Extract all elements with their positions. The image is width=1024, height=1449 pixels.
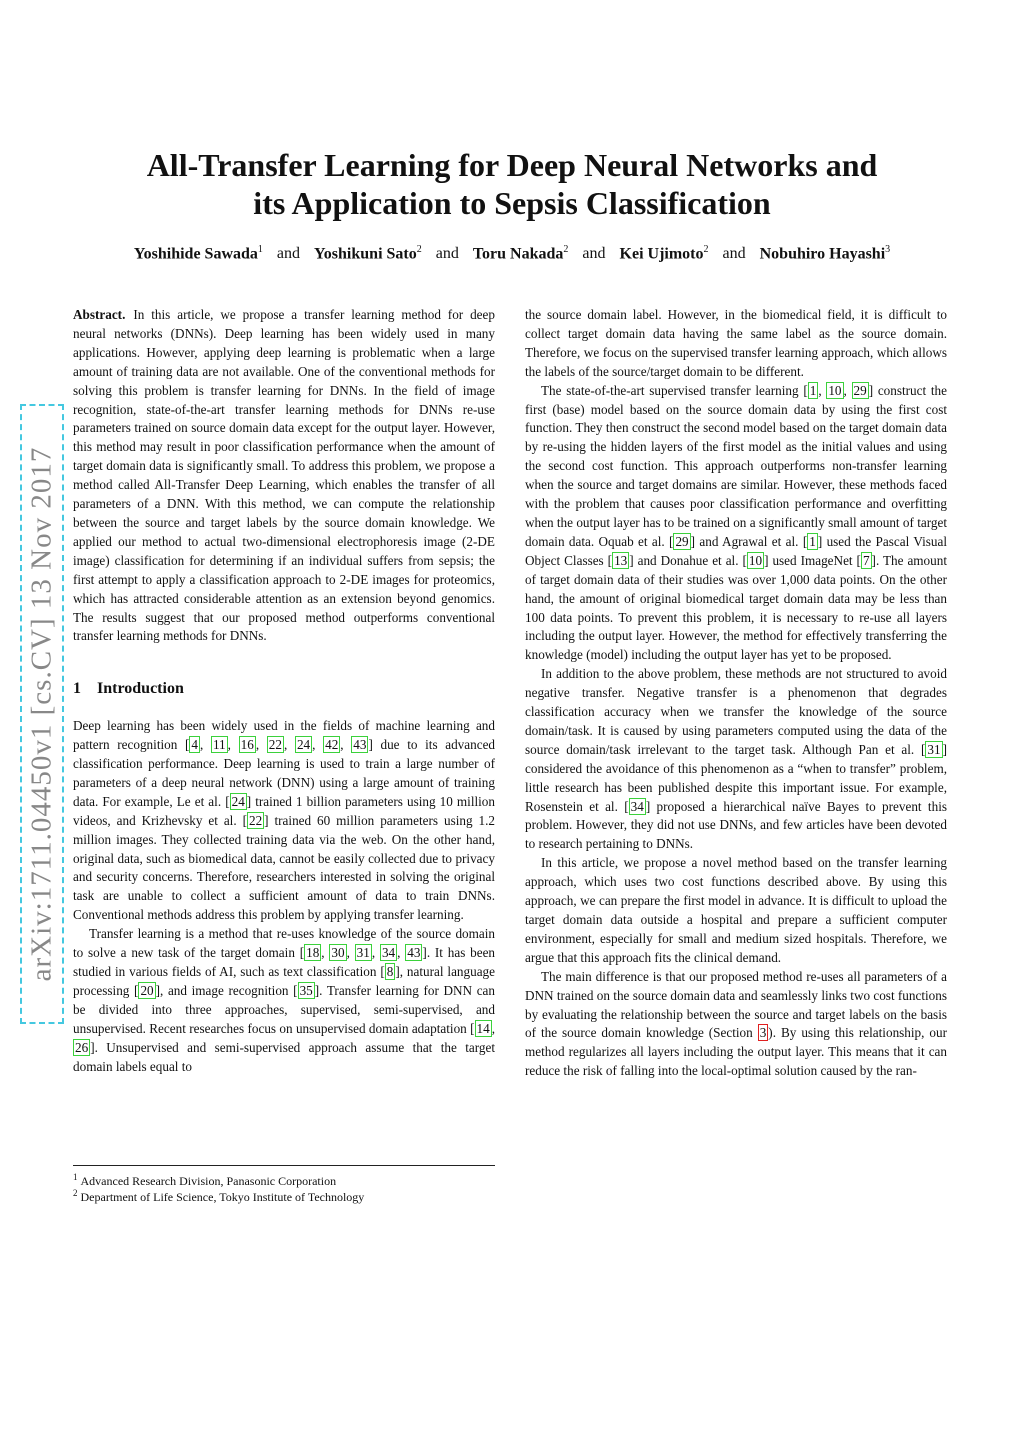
- citation-link[interactable]: 43: [407, 945, 421, 961]
- right-paragraph-5: The main difference is that our proposed method re-uses all parameters of a DNN trained on the source domain data and seamlessly links two cost functions by evaluating the relationship between the source and target labels on the basis of the source domain knowledge (Section 3 ). By using this relationship, our method regularizes all layers including the output layer. This means that it can reduce the risk of falling into the local-optimal solution caused by the ran-: [525, 968, 947, 1079]
- citation-link[interactable]: 24: [231, 793, 245, 809]
- footnote-number: 2: [73, 1188, 78, 1198]
- citation-link[interactable]: 24: [296, 737, 311, 753]
- paper-title: [0, 146, 1024, 222]
- citation-link[interactable]: 13: [614, 552, 628, 568]
- author-name: Toru Nakada: [472, 245, 564, 263]
- author-affiliation: 2: [563, 244, 569, 255]
- left-column: [73, 306, 495, 1076]
- and-word: and: [582, 245, 606, 263]
- intro-paragraph-1: Deep learning has been widely used in the fields of machine learning and pattern recognition [ 4 , 11 , 16 , 22 , 24 , 42 , 43 ] due to its advanced classification performance. Deep learning is used to train a large number of parameters of a deep neural network (DNN) using a large amount of training data. For example, Le et al. [ 24 ] trained 1 billion parameters using 10 million videos, and Krizhevsky et al. [ 22 ] trained 60 million parameters using 1.2 million images. They collected training data via the web. On the other hand, original data, such as biomedical data, cannot be easily collected due to privacy and security concerns. Therefore, researchers interested in solving the original task are unable to collect a sufficient amount of data to train DNNs. Conventional methods address this problem by applying transfer learning.: [73, 718, 496, 923]
- footnote-rule: [73, 1165, 495, 1166]
- citation-link[interactable]: 22: [248, 812, 263, 828]
- citation-link[interactable]: 1: [809, 382, 817, 398]
- and-word: and: [722, 245, 746, 263]
- citation-link[interactable]: 30: [331, 945, 345, 961]
- author-name: Yoshikuni Sato: [314, 245, 417, 263]
- right-paragraph-3: In addition to the above problem, these methods are not structured to avoid negative transfer. Negative transfer is a phenomenon that degrades classification accuracy when we transfer the knowledge of the source domain/task. It is caused by using parameters computed using the data of the source domain/task irrelevant to the target task. Although Pan et al. [ 31 ] considered the avoidance of this phenomenon as a “when to transfer” problem, little research has been published despite this important issue. For example, Rosenstein et al. [ 34 ] proposed a hierarchical naïve Bayes to prevent this problem. However, they did not use DNNs, and few articles have been devoted to research pertaining to DNNs.: [525, 666, 947, 852]
- citation-link[interactable]: 34: [630, 798, 644, 814]
- right-paragraph-2: The state-of-the-art supervised transfer learning [ 1 , 10 , 29 ] construct the first (base) model based on the source domain data by using the first cost function. They then construct the second model based on the target domain data by re-using the hidden layers of the first model as the initial values and using the second cost function. This approach outperforms non-transfer learning when the source and target domains are similar. However, these methods faced with the problem that causes poor classification performance and overfitting when the output layer has to be trained on a significantly small amount of target domain data. Oquab et al. [ 29 ] and Agrawal et al. [ 1 ] used the Pascal Visual Object Classes [ 13 ] and Donahue et al. [ 10 ] used ImageNet [ 7 ]. The amount of target domain data of their studies was over 1,000 data points. On the other hand, the amount of original biomedical target domain data may be less than 100 data points. To prevent this problem, it is necessary to re-use all layers including the output layer. However, the method for effectively transferring the knowledge (model) including the output layer has yet to be proposed.: [525, 382, 948, 663]
- citation-link[interactable]: 18: [306, 945, 320, 961]
- citation-link[interactable]: 14: [476, 1020, 490, 1036]
- abstract: [73, 306, 495, 646]
- citation-link[interactable]: 29: [675, 533, 689, 549]
- section-heading-introduction: [73, 680, 495, 699]
- title-line-1: All-Transfer Learning for Deep Neural Networks and: [146, 147, 878, 183]
- citation-link[interactable]: 20: [140, 982, 154, 998]
- citation-link[interactable]: 10: [748, 552, 763, 568]
- section-title: Introduction: [97, 680, 184, 698]
- and-word: and: [435, 245, 459, 263]
- footnote-number: 1: [73, 1172, 78, 1182]
- citation-link[interactable]: 43: [353, 737, 367, 753]
- author-affiliation: 2: [416, 244, 422, 255]
- arxiv-stamp-text: arXiv:1711.04450v1 [cs.CV] 13 Nov 2017: [25, 446, 58, 982]
- citation-link[interactable]: 8: [386, 964, 394, 979]
- citation-link[interactable]: 29: [853, 382, 867, 398]
- intro-paragraph-2: Transfer learning is a method that re-uses knowledge of the source domain to solve a new task of the target domain [ 18 , 30 , 31 , 34 , 43 ]. It has been studied in various fields of AI, such as text classification [ 8 ], natural language processing [ 20 ], and image recognition [ 35 ]. Transfer learning for DNN can be divided into three approaches, supervised, semi-supervised, and unsupervised. Recent researches focus on unsupervised domain adaptation [ 14 , 26 ]. Unsupervised and semi-supervised approach assume that the target domain labels equal to: [73, 926, 496, 1074]
- author-name: Kei Ujimoto: [619, 245, 704, 263]
- section-number: 1: [73, 680, 81, 698]
- citation-link[interactable]: 34: [381, 945, 396, 961]
- right-column: [525, 306, 947, 1081]
- and-word: and: [276, 245, 301, 263]
- author-name: Nobuhiro Hayashi: [759, 245, 886, 263]
- citation-link[interactable]: 7: [862, 552, 870, 568]
- author-name: Yoshihide Sawada: [133, 245, 258, 263]
- citation-link[interactable]: 11: [212, 737, 226, 753]
- citation-link[interactable]: 1: [809, 533, 816, 549]
- citation-link[interactable]: 42: [325, 737, 339, 753]
- title-line-2: its Application to Sepsis Classification: [253, 185, 771, 221]
- author-affiliation: 1: [257, 244, 263, 255]
- abstract-label: Abstract.: [73, 307, 126, 322]
- author-list: [0, 244, 1024, 263]
- citation-link[interactable]: 16: [240, 737, 254, 753]
- citation-link[interactable]: 35: [299, 982, 313, 998]
- right-paragraph-1: the source domain label. However, in the biomedical field, it is difficult to collect target domain data having the same label as the source domain. Therefore, we focus on the supervised transfer learning approach, which allows the labels of the source/target domain to be different.: [525, 307, 947, 379]
- footnote-text: Advanced Research Division, Panasonic Corporation: [80, 1174, 337, 1188]
- section-reference-link[interactable]: 3: [759, 1025, 767, 1041]
- citation-link[interactable]: 10: [828, 382, 842, 398]
- citation-link[interactable]: 26: [75, 1039, 89, 1055]
- arxiv-stamp: [20, 404, 64, 1024]
- right-paragraph-4: In this article, we propose a novel method based on the transfer learning approach, which uses two cost functions described above. By using this approach, we can prepare the first model in advance. It is difficult to upload the target domain data outside a hospital and prepare a sufficient computer environment, especially for small and medium sized hospitals. Therefore, we argue that this approach fits the clinical demand.: [525, 855, 947, 965]
- citation-link[interactable]: 31: [356, 945, 370, 961]
- footnote: [73, 1185, 364, 1205]
- footnote-text: Department of Life Science, Tokyo Institute of Technology: [80, 1190, 365, 1204]
- citation-link[interactable]: 4: [191, 737, 198, 753]
- citation-link[interactable]: 31: [927, 741, 941, 757]
- author-affiliation: 2: [703, 244, 709, 255]
- citation-link[interactable]: 22: [268, 737, 282, 753]
- author-affiliation: 3: [885, 244, 891, 255]
- abstract-text: In this article, we propose a transfer learning method for deep neural networks (DNNs). Deep learning has been widely used in many applications. However, applying deep learning is problematic when a large amount of training data are not available. One of the conventional methods for solving this problem is transfer learning for DNNs. In the field of image recognition, state-of-the-art transfer learning methods for DNNs re-use parameters trained on source domain data except for the output layer. However, this method may result in poor classification performance when the amount of target domain data is significantly small. To address this problem, we propose a method called All-Transfer Deep Learning, which enables the transfer of all parameters of a DNN. With this method, we can compute the relationship between the source and target labels by the source domain knowledge. We applied our method to actual two-dimensional electrophoresis image (2-DE image) classification for determining if an individual suffers from sepsis; the first attempt to apply a classification approach to 2-DE images for proteomics, which has attracted considerable attention as an extension beyond genomics. The results suggest that our proposed method outperforms conventional transfer learning methods for DNNs.: [73, 307, 495, 644]
